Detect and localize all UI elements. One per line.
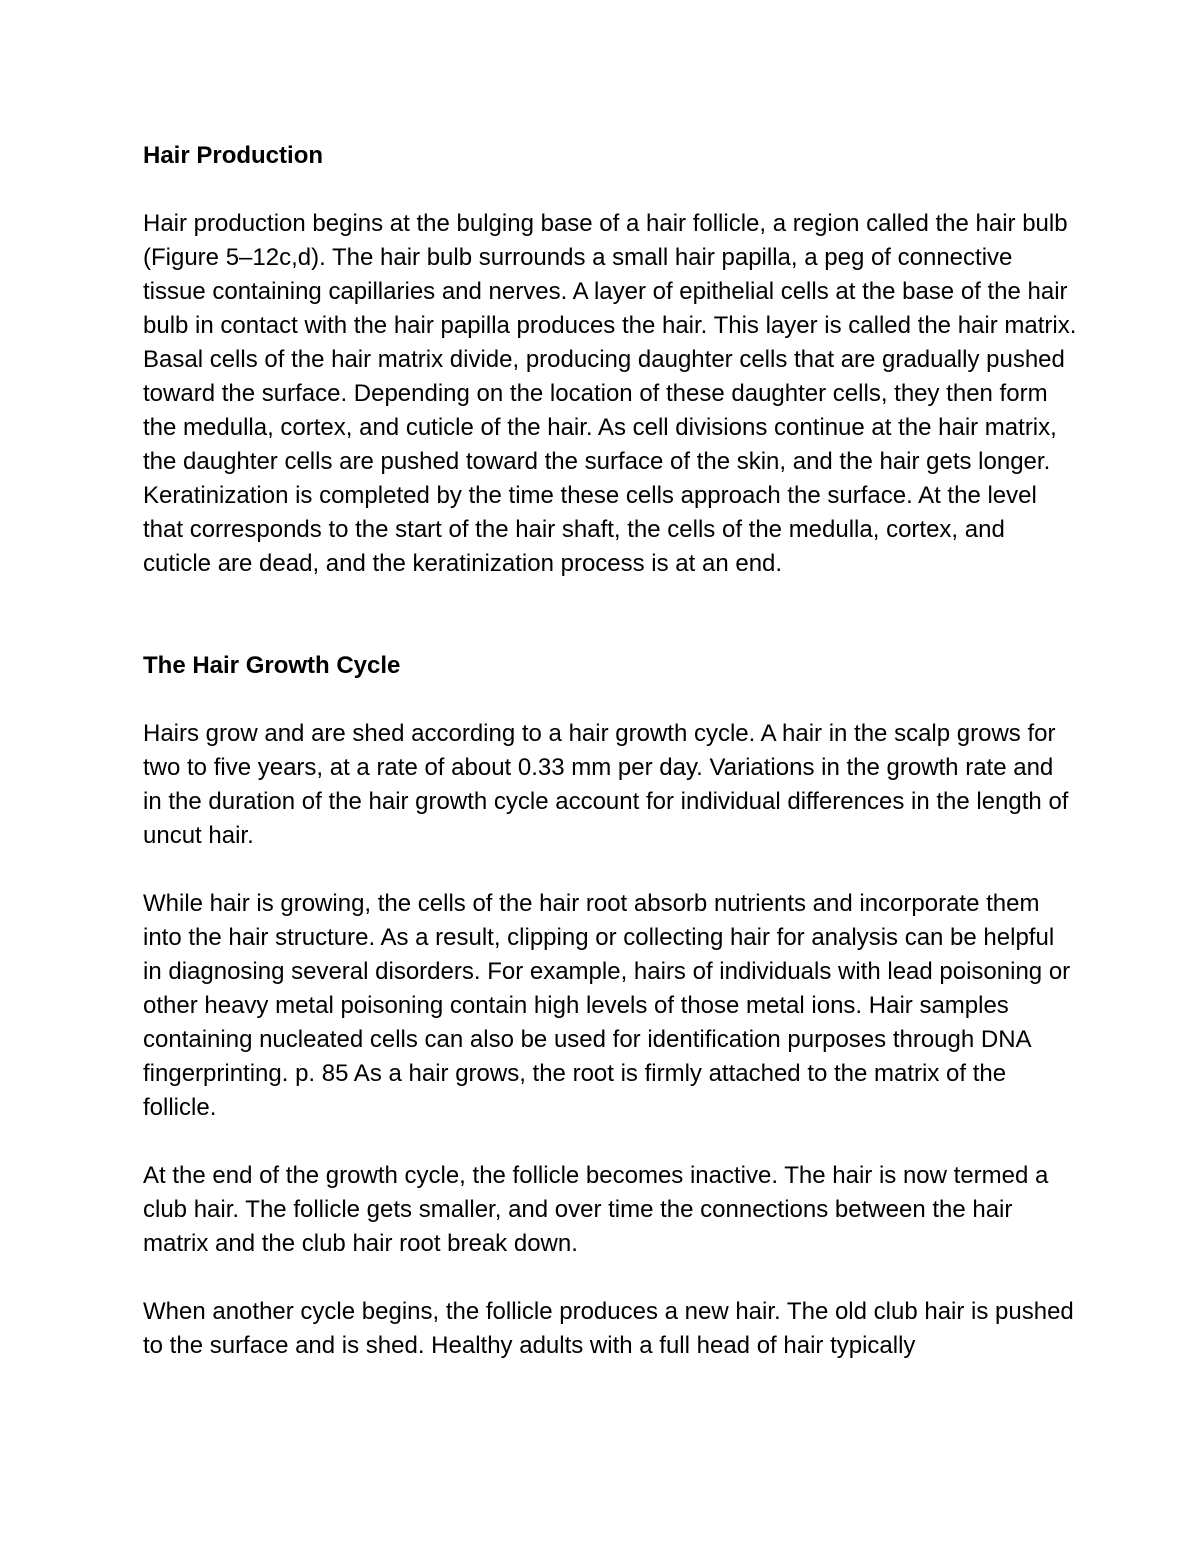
paragraph-growth-cycle-2: While hair is growing, the cells of the hair root absorb nutrients and incorporate them into the hair structure. As a result, clipping or collecting hair for analysis can be helpful in diagnosing several disorders. For example, hairs of individuals with lead poisoning or other heavy metal poisoning contain high levels of those metal ions. Hair samples containing nucleated cells can also be used for identification purposes through DNA fingerprinting. p. 85 As a hair grows, the root is firmly attached to the matrix of the follicle. xyxy=(143,890,1071,1121)
paragraph-growth-cycle-3: At the end of the growth cycle, the follicle becomes inactive. The hair is now termed a club hair. The follicle gets smaller, and over time the connections between the hair matrix and the club hair root break down. xyxy=(143,1162,1049,1257)
spacer xyxy=(143,581,1078,649)
spacer xyxy=(143,1261,1078,1295)
paragraph-hair-production: Hair production begins at the bulging base of a hair follicle, a region called the hair bulb (Figure 5–12c,d). The hair bulb surrounds a small hair papilla, a peg of connective tissue containing capillaries and nerves. A layer of epithelial cells at the base of the hair bulb in contact with the hair papilla produces the hair. This layer is called the hair matrix. Basal cells of the hair matrix divide, producing daughter cells that are gradually pushed toward the surface. Depending on the location of these daughter cells, they then form the medulla, cortex, and cuticle of the hair. As cell divisions continue at the hair matrix, the daughter cells are pushed toward the surface of the skin, and the hair gets longer. Keratinization is completed by the time these cells approach the surface. At the level that corresponds to the start of the hair shaft, the cells of the medulla, cortex, and cuticle are dead, and the keratinization process is at an end. xyxy=(143,210,1077,577)
section-heading-hair-growth-cycle: The Hair Growth Cycle xyxy=(143,652,401,679)
paragraph-growth-cycle-4: When another cycle begins, the follicle produces a new hair. The old club hair is pushed to the surface and is shed. Healthy adults with a full head of hair typically xyxy=(143,1298,1074,1359)
document-body xyxy=(143,139,1078,1363)
spacer xyxy=(143,853,1078,887)
spacer xyxy=(143,173,1078,207)
paragraph-growth-cycle-1: Hairs grow and are shed according to a hair growth cycle. A hair in the scalp grows for two to five years, at a rate of about 0.33 mm per day. Variations in the growth rate and in the duration of the hair growth cycle account for individual differences in the length of uncut hair. xyxy=(143,720,1069,849)
spacer xyxy=(143,1125,1078,1159)
spacer xyxy=(143,683,1078,717)
section-heading-hair-production: Hair Production xyxy=(143,142,324,169)
